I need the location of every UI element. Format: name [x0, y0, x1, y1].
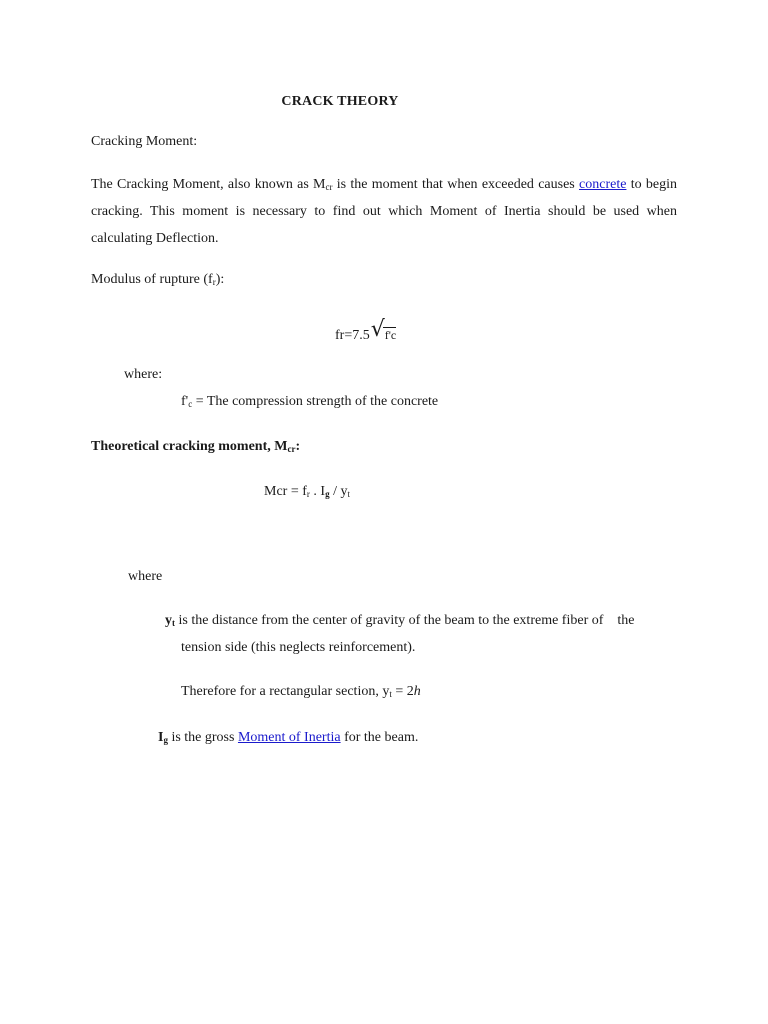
moment-of-inertia-link[interactable]: Moment of Inertia — [237, 730, 341, 745]
modulus-formula — [335, 317, 397, 345]
fc-definition — [181, 394, 438, 410]
page-title: CRACK THEORY — [281, 94, 399, 109]
section-heading-cracking-moment: Cracking Moment: — [91, 134, 198, 149]
where-label-1: where: — [124, 367, 163, 382]
mcr-subscript-g: g — [325, 489, 330, 499]
ig-text-pre: is the gross — [167, 730, 238, 745]
modulus-of-rupture-label — [91, 272, 224, 288]
modulus-label-text: Modulus of rupture (f — [91, 272, 213, 287]
square-root-icon: √ — [370, 317, 385, 342]
ig-subscript: g — [163, 735, 168, 745]
intro-text-1: The Cracking Moment, also known as M — [91, 177, 326, 192]
intro-subscript-cr: cr — [325, 182, 333, 192]
theoretical-heading-text: Theoretical cracking moment, M — [91, 439, 288, 454]
theoretical-heading-colon: : — [295, 439, 301, 454]
ig-text-post: for the beam. — [340, 730, 419, 745]
mcr-formula — [264, 484, 350, 500]
ig-definition — [158, 730, 418, 746]
mcr-subscript-r: r — [306, 489, 310, 499]
intro-text-2: is the moment that when exceeded causes — [332, 177, 580, 192]
ig-symbol: I — [158, 730, 164, 745]
modulus-label-end: ): — [215, 272, 225, 287]
therefore-text: Therefore for a rectangular section, y — [181, 684, 390, 699]
theoretical-heading-subscript: cr — [287, 444, 296, 454]
intro-paragraph — [91, 171, 677, 252]
fc-symbol: f' — [181, 394, 189, 409]
fc-definition-text: = The compression strength of the concrete — [192, 394, 439, 409]
yt-definition-line2: tension side (this neglects reinforcement). — [181, 640, 416, 655]
therefore-subscript: t — [389, 689, 392, 699]
fc-subscript: c — [188, 399, 193, 409]
theoretical-cracking-moment-heading — [91, 439, 300, 455]
modulus-formula-radicand: f'c — [384, 328, 397, 342]
rectangular-section-note — [181, 684, 421, 700]
mcr-subscript-t: t — [347, 489, 350, 499]
modulus-label-subscript: r — [212, 277, 216, 287]
concrete-link[interactable]: concrete — [579, 177, 627, 192]
yt-subscript: t — [172, 618, 175, 628]
yt-symbol: y — [165, 613, 172, 628]
intro-text-3: to begin cracking. This moment is necessary to find out which Moment of Inertia should be used when calculating Deflection. — [91, 177, 677, 246]
therefore-h: h — [413, 684, 421, 699]
yt-definition-text: is the distance from the center of gravity of the beam to the extreme fiber of the — [175, 613, 635, 628]
mcr-formula-text: Mcr = f — [264, 484, 307, 499]
modulus-formula-text: fr=7.5 — [335, 328, 370, 343]
mcr-formula-slash: / y — [329, 484, 348, 499]
where-label-2: where — [128, 569, 163, 584]
yt-definition-line1 — [165, 613, 635, 629]
therefore-equation: = 2 — [391, 684, 414, 699]
mcr-formula-dot: . I — [309, 484, 326, 499]
